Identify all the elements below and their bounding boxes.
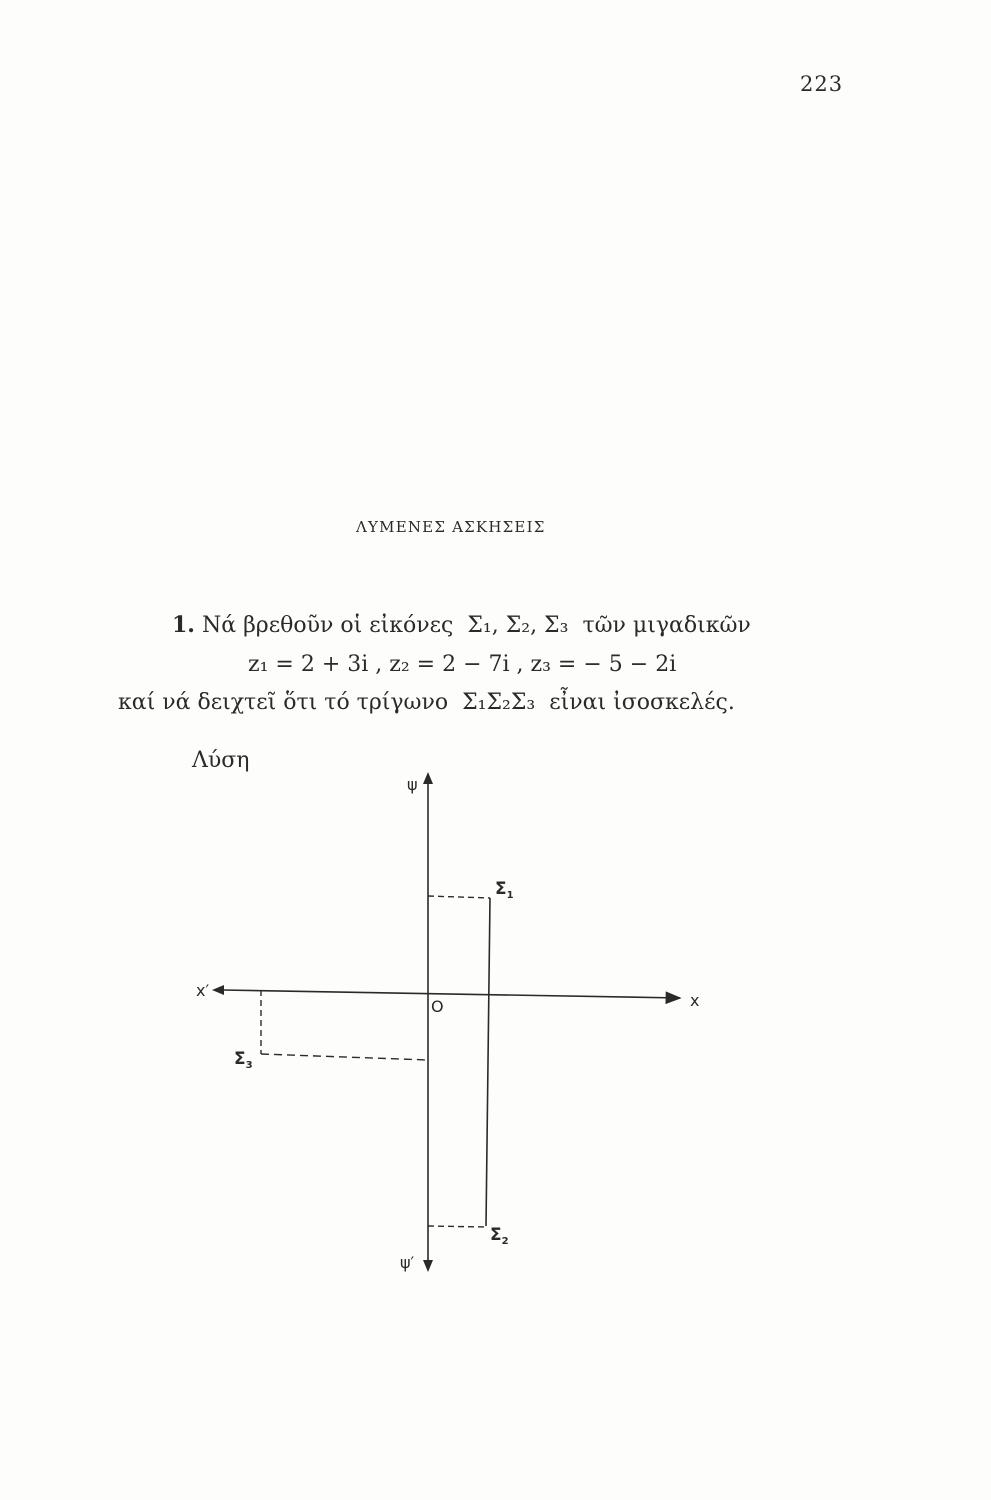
- origin-label: O: [431, 997, 444, 1016]
- x-axis: [222, 990, 680, 998]
- x-axis-label: x: [690, 991, 700, 1010]
- y-neg-axis-label: ψ′: [400, 1253, 415, 1272]
- exercise-text-b: τῶν μιγαδικῶν: [582, 613, 751, 638]
- solution-label: Λύση: [192, 748, 250, 773]
- exercise-text-d: εἶναι ἰσοσκελές.: [549, 690, 735, 715]
- y-axis-down-arrow-icon: [423, 1260, 433, 1272]
- y-axis-up-arrow-icon: [423, 772, 433, 784]
- exercise-text-c: καί νά δειχτεῖ ὅτι τό τρίγωνο: [118, 690, 449, 715]
- exercise-number: 1.: [172, 612, 195, 638]
- point-label-sigma2: $\Sigma_2$: [490, 1225, 509, 1247]
- y-axis-label: ψ: [407, 775, 418, 794]
- sigma1-sigma2-vertical-line: [486, 898, 490, 1226]
- x-axis-left-arrow-icon: [212, 985, 224, 995]
- point-label-sigma3: $\Sigma_3$: [234, 1049, 253, 1071]
- exercise-text-a: Νά βρεθοῦν οἱ εἰκόνες: [201, 613, 454, 638]
- sigma3-projection-horizontal: [261, 1054, 428, 1060]
- sigma2-projection-horizontal: [428, 1226, 486, 1227]
- exercise-triangle: Σ₁Σ₂Σ₃: [462, 690, 536, 715]
- x-neg-axis-label: x′: [196, 981, 210, 1000]
- page-number: 223: [800, 72, 844, 96]
- exercise-points: Σ₁, Σ₂, Σ₃: [467, 613, 569, 638]
- exercise-equations: z₁ = 2 + 3i , z₂ = 2 − 7i , z₃ = − 5 − 2i: [248, 652, 677, 677]
- section-title: ΛΥΜΕΝΕΣ ΑΣΚΗΣΕΙΣ: [356, 518, 546, 536]
- sigma1-projection-horizontal: [428, 896, 490, 898]
- point-label-sigma1: $\Sigma_1$: [495, 879, 514, 901]
